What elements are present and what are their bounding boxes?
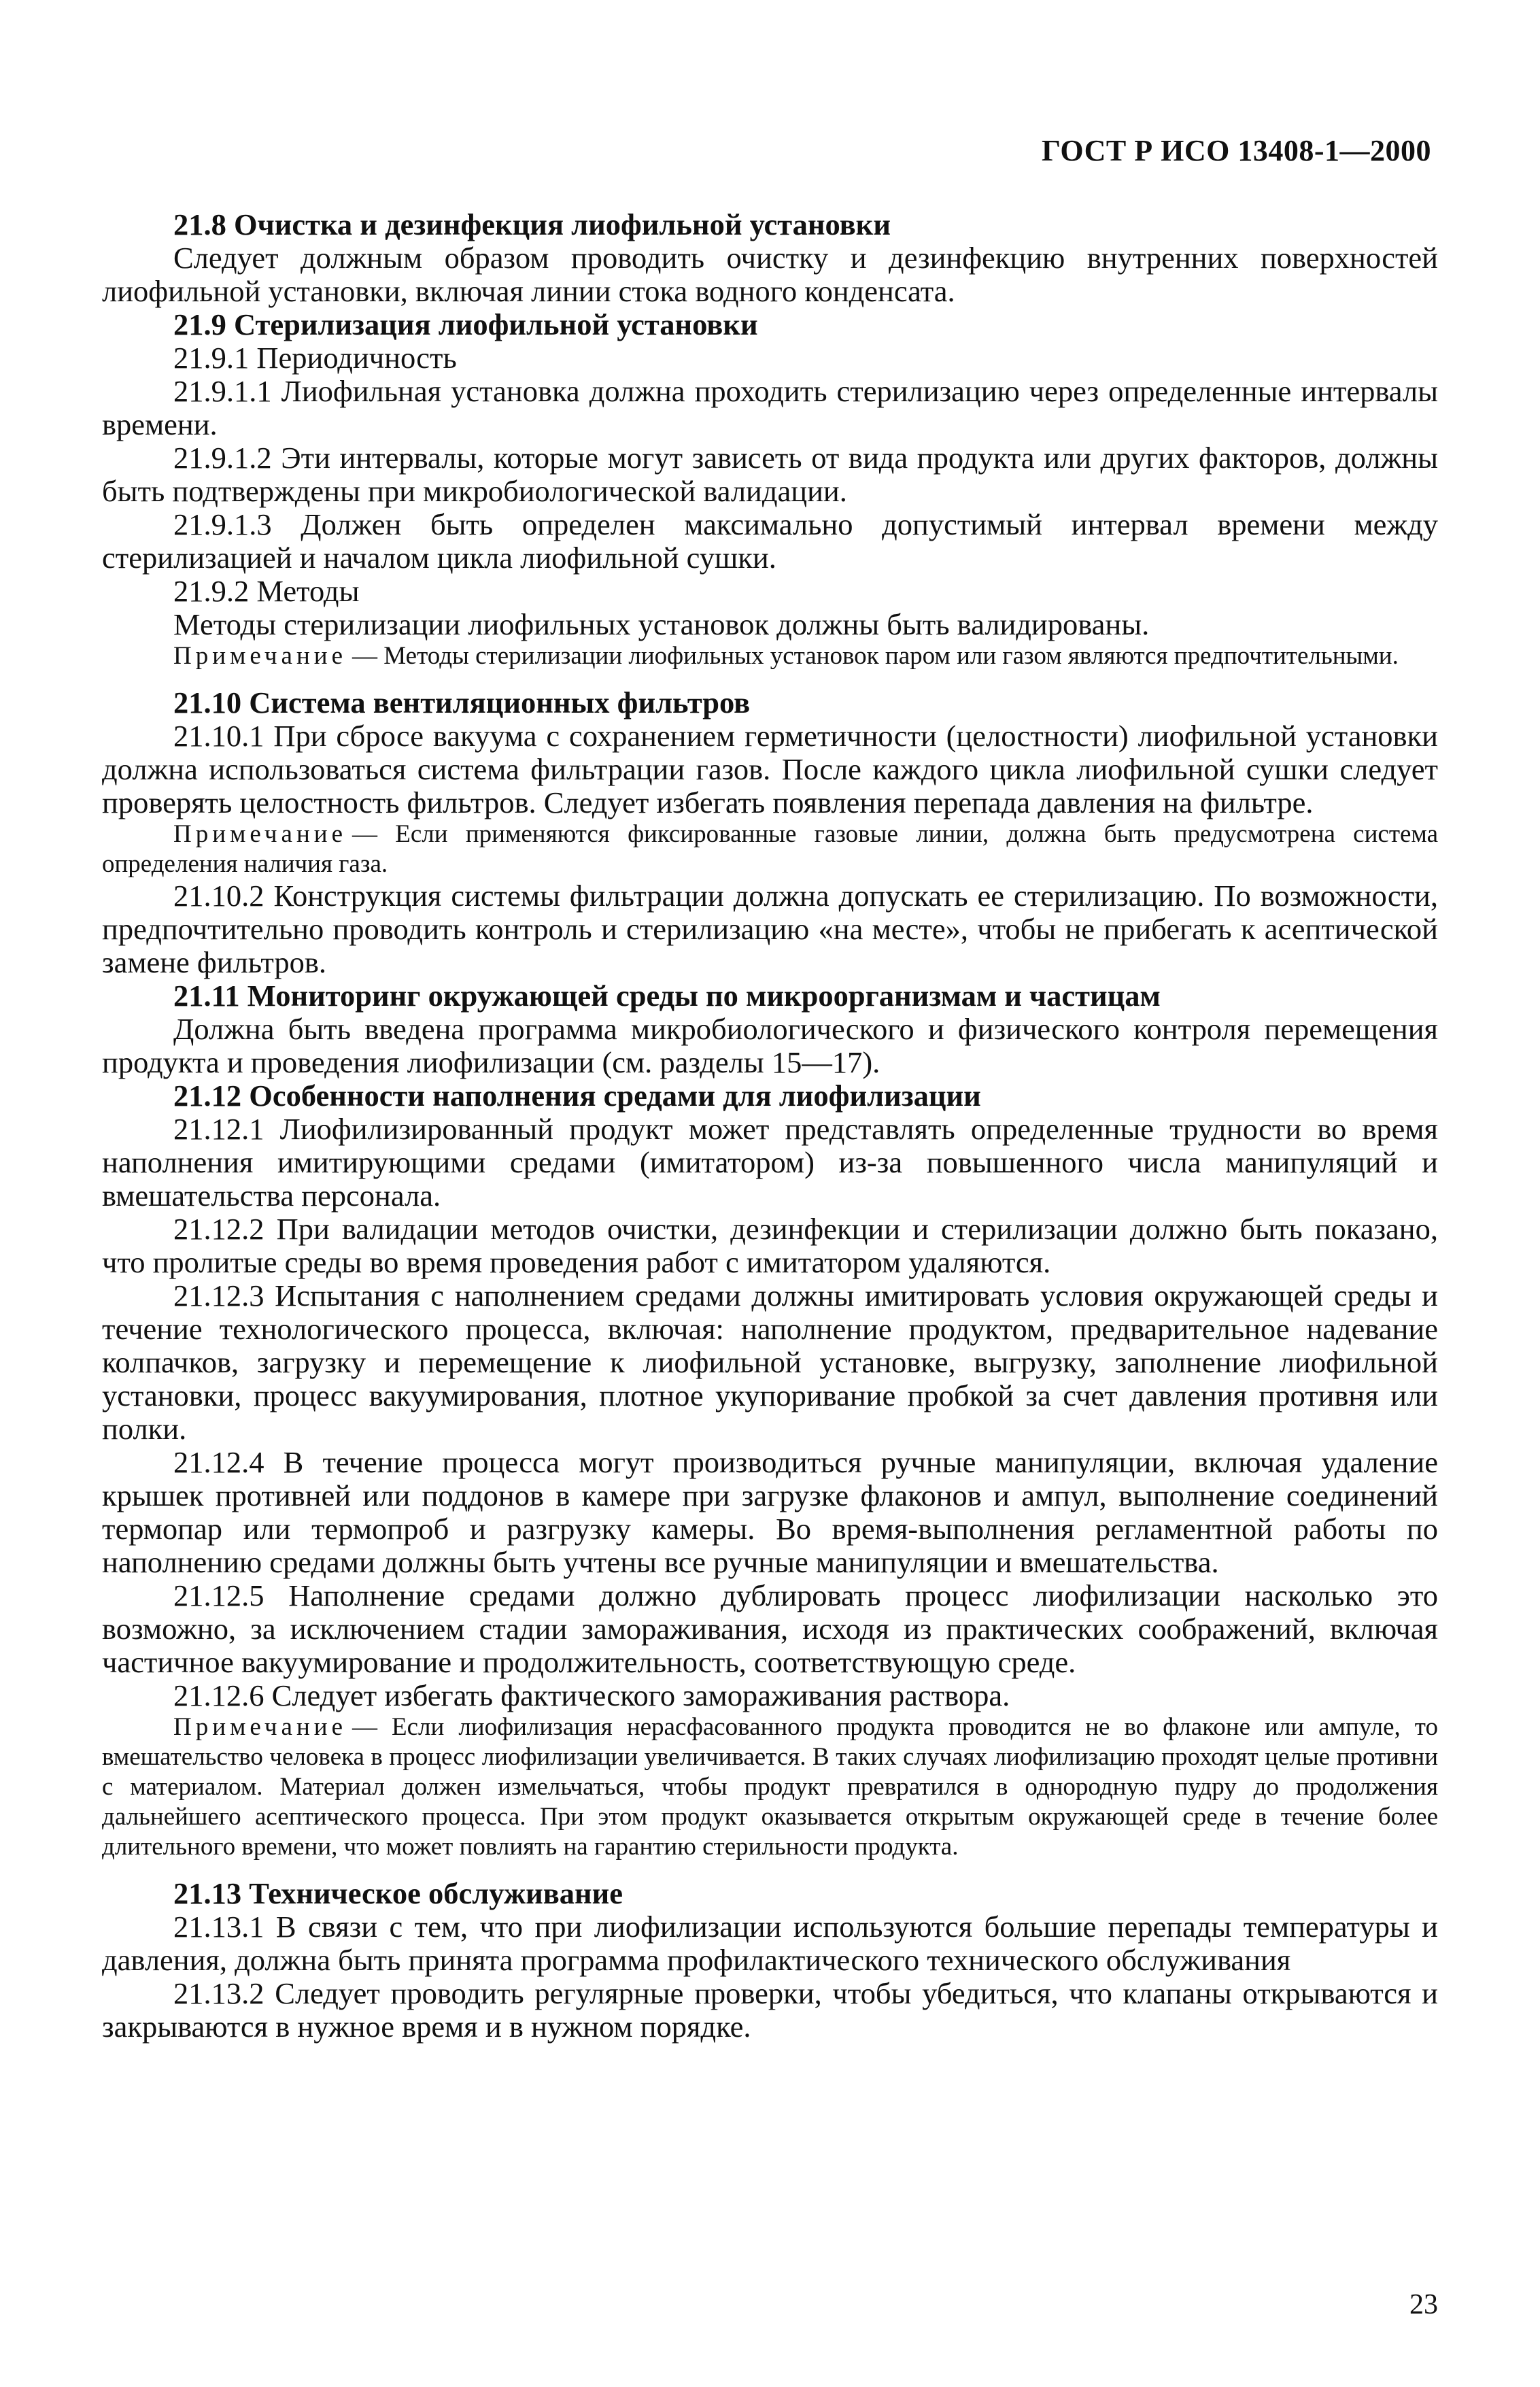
clause-21-10-1: 21.10.1 При сбросе вакуума с сохранением герметичности (целостности) лиофильной установки должна использоваться система фильтрации газов. После каждого цикла лиофильной сушки следует проверять целостность фильтров. Следует избегать появления перепада давления на фильтре. <box>102 719 1438 819</box>
section-21-11-paragraph: Должна быть введена программа микробиологического и физического контроля перемещения продукта и проведения лиофилизации (см. разделы 15—17). <box>102 1012 1438 1079</box>
note-label: Примечание <box>173 820 347 848</box>
note-text: Если применяются фиксированные газовые линии, должна быть предусмотрена система определения наличия газа. <box>102 820 1439 878</box>
note-21-12 <box>102 1712 1438 1862</box>
note-text: Если лиофилизация нерасфасованного продукта проводится не во флаконе или ампуле, то вмешательство человека в процесс лиофилизации увеличивается. В таких случаях лиофилизацию проходят целые противни с материалом. Материал должен измельчаться, чтобы продукт превратился в однородную пудру до продолжения дальнейшего асептического процесса. При этом продукт оказывается открытым окружающей среде в течение более длительного времени, что может повлиять на гарантию стерильности продукта. <box>102 1713 1438 1861</box>
section-21-12-heading: 21.12 Особенности наполнения средами для лиофилизации <box>173 1079 981 1113</box>
section-21-8-heading: 21.8 Очистка и дезинфекция лиофильной установки <box>173 207 891 241</box>
clause-21-12-5: 21.12.5 Наполнение средами должно дублировать процесс лиофилизации насколько это возможно, за исключением стадии замораживания, исходя из практических соображений, включая частичное вакуумирование и продолжительность, соответствующую среде. <box>102 1578 1438 1679</box>
page-number: 23 <box>1409 2289 1438 2320</box>
section-21-8-paragraph: Следует должным образом проводить очистку и дезинфекцию внутренних поверхностей лиофильной установки, включая линии стока водного конденсата. <box>102 241 1438 308</box>
note-separator: — <box>352 1713 377 1741</box>
section-21-10-heading: 21.10 Система вентиляционных фильтров <box>173 685 751 720</box>
clause-21-13-2: 21.13.2 Следует проводить регулярные проверки, чтобы убедиться, что клапаны открываются и закрываются в нужное время и в нужном порядке. <box>102 1976 1438 2044</box>
clause-21-13-1: 21.13.1 В связи с тем, что при лиофилизации используются большие перепады температуры и давления, должна быть принята программа профилактического технического обслуживания <box>102 1910 1438 1977</box>
clause-21-9-1-3: 21.9.1.3 Должен быть определен максимально допустимый интервал времени между стерилизацией и началом цикла лиофильной сушки. <box>102 507 1438 575</box>
clause-21-9-1-1: 21.9.1.1 Лиофильная установка должна проходить стерилизацию через определенные интервалы времени. <box>102 374 1438 441</box>
note-21-9 <box>102 641 1438 671</box>
clause-21-12-4: 21.12.4 В течение процесса могут производиться ручные манипуляции, включая удаление крышек противней или поддонов в камере при загрузке флаконов и ампул, выполнение соединений термопар или термопроб и разгрузку камеры. Во время-выполнения регламентной работы по наполнению средами должны быть учтены все ручные манипуляции и вмешательства. <box>102 1445 1438 1579</box>
note-21-10 <box>102 819 1438 879</box>
section-21-13-heading: 21.13 Техническое обслуживание <box>173 1876 623 1910</box>
clause-21-12-6: 21.12.6 Следует избегать фактического замораживания раствора. <box>173 1678 1010 1712</box>
clause-21-9-2: 21.9.2 Методы <box>173 574 360 608</box>
section-21-9-heading: 21.9 Стерилизация лиофильной установки <box>173 307 758 341</box>
clause-21-12-1: 21.12.1 Лиофилизированный продукт может представлять определенные трудности во время наполнения имитирующими средами (имитатором) из-за повышенного числа манипуляций и вмешательства персонала. <box>102 1112 1438 1213</box>
clause-21-10-2: 21.10.2 Конструкция системы фильтрации должна допускать ее стерилизацию. По возможности, предпочтительно проводить контроль и стерилизацию «на месте», чтобы не прибегать к асептической замене фильтров. <box>102 879 1438 979</box>
standard-designation: ГОСТ Р ИСО 13408-1—2000 <box>1041 134 1431 167</box>
clause-21-12-3: 21.12.3 Испытания с наполнением средами должны имитировать условия окружающей среды и течение технологического процесса, включая: наполнение продуктом, предварительное надевание колпачков, загрузку и перемещение к лиофильной установке, выгрузку, заполнение лиофильной установки, процесс вакуумирования, плотное укупоривание пробкой за счет давления противня или полки. <box>102 1279 1438 1446</box>
note-separator: — <box>352 642 377 670</box>
clause-21-9-2-text: Методы стерилизации лиофильных установок должны быть валидированы. <box>173 607 1150 641</box>
clause-21-9-1: 21.9.1 Периодичность <box>173 341 457 375</box>
document-body <box>102 208 1438 2044</box>
note-text: Методы стерилизации лиофильных установок паром или газом являются предпочтительными. <box>383 642 1399 670</box>
note-label: Примечание <box>173 642 347 670</box>
clause-21-12-2: 21.12.2 При валидации методов очистки, дезинфекции и стерилизации должно быть показано, что пролитые среды во время проведения работ с имитатором удаляются. <box>102 1212 1438 1279</box>
note-separator: — <box>352 820 377 848</box>
clause-21-9-1-2: 21.9.1.2 Эти интервалы, которые могут зависеть от вида продукта или других факторов, должны быть подтверждены при микробиологической валидации. <box>102 441 1438 508</box>
note-label: Примечание <box>173 1713 347 1741</box>
section-21-11-heading: 21.11 Мониторинг окружающей среды по микроорганизмам и частицам <box>173 979 1161 1013</box>
